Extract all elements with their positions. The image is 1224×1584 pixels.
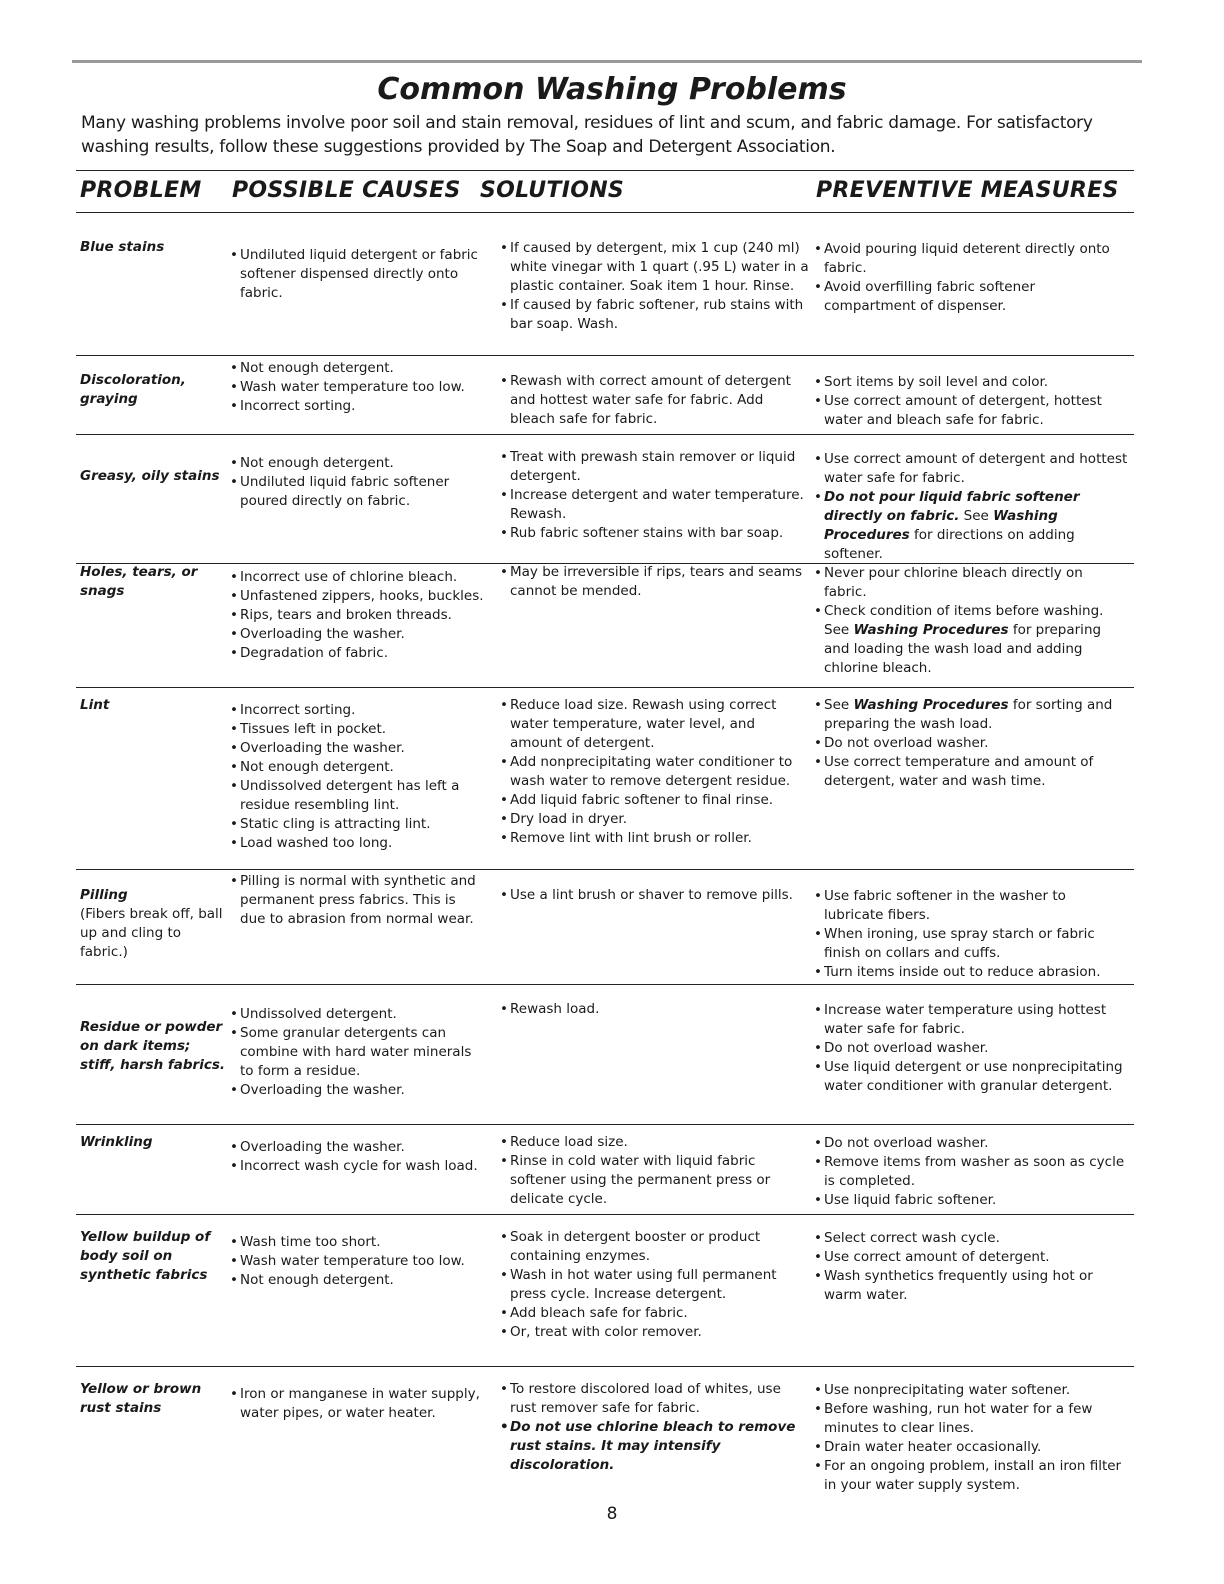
list-item: • Use fabric softener in the washer to lubricate fibers. [814,887,1129,925]
causes-list [230,454,485,511]
header-rule-bottom [76,212,1134,213]
washing-procedures-reference: Washing Procedures [824,508,1058,543]
list-item: • Incorrect wash cycle for wash load. [230,1157,485,1176]
list-item: • Do not overload washer. [814,1039,1129,1058]
solutions-list [500,448,810,543]
list-item: • Pilling is normal with synthetic and permanent press fabrics. This is due to abrasion from normal wear. [230,872,485,929]
list-item: • Turn items inside out to reduce abrasion. [814,963,1129,982]
list-item: • Undiluted liquid fabric softener poured directly on fabric. [230,473,485,511]
top-rule [72,60,1142,63]
problem-cell [80,1380,225,1418]
list-item: • Wash water temperature too low. [230,378,485,397]
list-item: • Dry load in dryer. [500,810,810,829]
causes-list [230,1385,485,1423]
list-item: • Sort items by soil level and color. [814,373,1129,392]
problem-name: Pilling [80,887,128,903]
list-item: • Reduce load size. [500,1133,810,1152]
list-item: • Use correct amount of detergent. [814,1248,1129,1267]
prevent-list [814,373,1129,430]
header-possible-causes: POSSIBLE CAUSES [232,178,461,203]
causes-list [230,1138,485,1176]
list-item: • Soak in detergent booster or product containing enzymes. [500,1228,810,1266]
prevent-list [814,1001,1129,1096]
causes-list [230,568,485,663]
list-item: • Select correct wash cycle. [814,1229,1129,1248]
list-item [814,696,1129,734]
prevent-list [814,1381,1129,1495]
list-item: • Never pour chlorine bleach directly on fabric. [814,564,1129,602]
reference-tail: for preparing and loading the wash load and adding chlorine bleach. [824,622,1102,676]
list-item: • Iron or manganese in water supply, water pipes, or water heater. [230,1385,485,1423]
solutions-list [500,1380,810,1475]
list-item: • Static cling is attracting lint. [230,815,485,834]
washing-procedures-reference: Washing Procedures [853,697,1009,713]
list-item: • Some granular detergents can combine with hard water minerals to form a residue. [230,1024,485,1081]
list-item: • Rub fabric softener stains with bar soap. [500,524,810,543]
see-text: See [963,508,989,524]
solutions-list [500,239,810,334]
problem-name: Yellow buildup of body soil on synthetic fabrics [80,1229,211,1283]
list-item [814,488,1129,564]
causes-list [230,872,485,929]
problem-cell [80,563,225,601]
solutions-list [500,1000,810,1019]
problem-name: Greasy, oily stains [80,468,220,484]
causes-list [230,1233,485,1290]
list-item: • Use liquid fabric softener. [814,1191,1129,1210]
reference-tail: for directions on adding softener. [824,527,1075,562]
list-item: • Use a lint brush or shaver to remove pills. [500,886,810,905]
list-item: • If caused by fabric softener, rub stains with bar soap. Wash. [500,296,810,334]
problem-name: Wrinkling [80,1134,153,1150]
list-item: • Use correct temperature and amount of detergent, water and wash time. [814,753,1129,791]
list-item: • Load washed too long. [230,834,485,853]
problem-name: Lint [80,697,110,713]
list-item: • Before washing, run hot water for a few minutes to clear lines. [814,1400,1129,1438]
warning-text: Do not pour liquid fabric softener directly on fabric. [824,489,1080,524]
list-item: • Not enough detergent. [230,1271,485,1290]
prevent-list [814,1134,1129,1210]
list-item: • Overloading the washer. [230,1138,485,1157]
intro-paragraph: Many washing problems involve poor soil and stain removal, residues of lint and scum, and fabric damage. For satisfactory washing results, follow these suggestions provided by The Soap and Detergent Association. [81,113,1093,157]
page-title: Common Washing Problems [377,72,847,107]
solutions-list [500,372,810,429]
list-item: • When ironing, use spray starch or fabric finish on collars and cuffs. [814,925,1129,963]
list-item: • Avoid overfilling fabric softener compartment of dispenser. [814,278,1129,316]
check-text: Check condition of items before washing. See [824,603,1104,638]
problem-name: Holes, tears, or snags [80,564,198,599]
list-item: • Rinse in cold water with liquid fabric softener using the permanent press or delicate cycle. [500,1152,810,1209]
list-item: • Incorrect use of chlorine bleach. [230,568,485,587]
list-item: • Do not overload washer. [814,1134,1129,1153]
list-item: • Remove items from washer as soon as cycle is completed. [814,1153,1129,1191]
row-divider [76,434,1134,435]
list-item: • Unfastened zippers, hooks, buckles. [230,587,485,606]
list-item: • Treat with prewash stain remover or liquid detergent. [500,448,810,486]
list-item: • Do not overload washer. [814,734,1129,753]
list-item: • To restore discolored load of whites, use rust remover safe for fabric. [500,1380,810,1418]
list-item: • Undiluted liquid detergent or fabric softener dispensed directly onto fabric. [230,246,485,303]
row-divider [76,355,1134,356]
header-preventive-measures: PREVENTIVE MEASURES [816,178,1119,203]
list-item: • Avoid pouring liquid deterent directly onto fabric. [814,240,1129,278]
problem-name: Discoloration, graying [80,372,186,407]
list-item: • Increase water temperature using hottest water safe for fabric. [814,1001,1129,1039]
list-item: • Drain water heater occasionally. [814,1438,1129,1457]
list-item: • Wash water temperature too low. [230,1252,485,1271]
problem-cell [80,238,225,257]
list-item: • Increase detergent and water temperature. Rewash. [500,486,810,524]
list-item: • Do not use chlorine bleach to remove rust stains. It may intensify discoloration. [500,1418,810,1475]
prevent-list [814,696,1129,791]
prevent-list [814,564,1129,678]
list-item: • Reduce load size. Rewash using correct water temperature, water level, and amount of detergent. [500,696,810,753]
causes-list [230,1005,485,1100]
problem-cell [80,371,225,409]
list-item: • Add nonprecipitating water conditioner to wash water to remove detergent residue. [500,753,810,791]
list-item: • Rewash with correct amount of detergent and hottest water safe for fabric. Add bleach safe for fabric. [500,372,810,429]
washing-procedures-reference: Washing Procedures [853,622,1009,638]
solutions-list [500,1228,810,1342]
prevent-list [814,1229,1129,1305]
header-problem: PROBLEM [80,178,202,203]
row-divider [76,1214,1134,1215]
list-item: • Use liquid detergent or use nonprecipitating water conditioner with granular detergent. [814,1058,1129,1096]
list-item: • Overloading the washer. [230,1081,485,1100]
list-item: • Add bleach safe for fabric. [500,1304,810,1323]
reference-tail: for sorting and preparing the wash load. [824,697,1113,732]
list-item: • Rewash load. [500,1000,810,1019]
problem-cell [80,1228,225,1285]
causes-list [230,359,485,416]
list-item: • Use correct amount of detergent, hottest water and bleach safe for fabric. [814,392,1129,430]
list-item [814,602,1129,678]
see-text: See [824,697,850,713]
list-item: • Rips, tears and broken threads. [230,606,485,625]
problem-name: Yellow or brown rust stains [80,1381,202,1416]
prevent-list [814,887,1129,982]
list-item: • Incorrect sorting. [230,397,485,416]
prevent-list [814,240,1129,316]
list-item: • Undissolved detergent. [230,1005,485,1024]
solutions-list [500,696,810,848]
header-rule-top [76,170,1134,171]
problem-cell [80,696,225,715]
causes-list [230,246,485,303]
page-number: 8 [606,1504,618,1524]
row-divider [76,1366,1134,1367]
list-item: • Use correct amount of detergent and hottest water safe for fabric. [814,450,1129,488]
list-item: • Wash synthetics frequently using hot or warm water. [814,1267,1129,1305]
list-item: • For an ongoing problem, install an iron filter in your water supply system. [814,1457,1129,1495]
list-item: • Use nonprecipitating water softener. [814,1381,1129,1400]
prevent-list [814,450,1129,564]
list-item: • Wash time too short. [230,1233,485,1252]
problem-cell [80,467,225,486]
list-item: • Add liquid fabric softener to final rinse. [500,791,810,810]
list-item: • Overloading the washer. [230,739,485,758]
list-item: • Degradation of fabric. [230,644,485,663]
solutions-list [500,563,810,601]
problem-cell [80,1133,225,1152]
header-solutions: SOLUTIONS [480,178,625,203]
list-item: • May be irreversible if rips, tears and seams cannot be mended. [500,563,810,601]
list-item: • Incorrect sorting. [230,701,485,720]
list-item: • Or, treat with color remover. [500,1323,810,1342]
solutions-list [500,886,810,905]
row-divider [76,869,1134,870]
row-divider [76,1124,1134,1125]
causes-list [230,701,485,853]
row-divider [76,984,1134,985]
list-item: • Wash in hot water using full permanent press cycle. Increase detergent. [500,1266,810,1304]
problem-cell [80,886,225,962]
problem-cell [80,1018,230,1075]
list-item: • Not enough detergent. [230,758,485,777]
solutions-list [500,1133,810,1209]
row-divider [76,687,1134,688]
list-item: • Overloading the washer. [230,625,485,644]
problem-description: (Fibers break off, ball up and cling to fabric.) [80,906,223,960]
list-item: • Not enough detergent. [230,454,485,473]
problem-name: Blue stains [80,239,165,255]
list-item: • If caused by detergent, mix 1 cup (240 ml) white vinegar with 1 quart (.95 L) water in a plastic container. Soak item 1 hour. Rinse. [500,239,810,296]
list-item: • Undissolved detergent has left a residue resembling lint. [230,777,485,815]
problem-name: Residue or powder on dark items; stiff, harsh fabrics. [80,1019,226,1073]
list-item: • Not enough detergent. [230,359,485,378]
list-item: • Remove lint with lint brush or roller. [500,829,810,848]
list-item: • Tissues left in pocket. [230,720,485,739]
